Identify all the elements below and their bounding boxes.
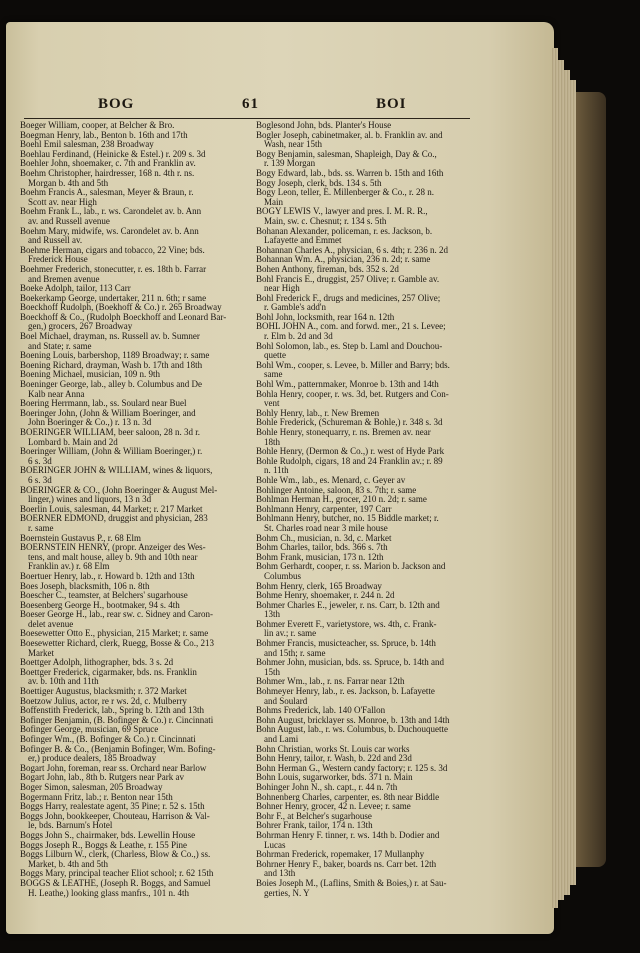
directory-entry-line: 18th xyxy=(264,437,281,447)
directory-entry-line: and 13th xyxy=(264,869,296,879)
directory-entry-line: Bohle Henry, (Dermon & Co.,) r. west of Hyde Park xyxy=(256,447,445,457)
directory-entry-line: Bohner Henry, grocer, 42 n. Levee; r. same xyxy=(256,802,411,812)
directory-entry-line: Bofinger George, musician, 69 Spruce xyxy=(20,725,159,735)
header-rule xyxy=(24,118,470,119)
directory-entry-line: Bohle Rudolph, cigars, 18 and 24 Franklin av.; r. 89 xyxy=(256,456,443,466)
directory-entry-line: Morgan b. 4th and 5th xyxy=(28,178,109,188)
directory-entry-line: r. same xyxy=(28,523,54,533)
directory-entry-line: n. 11th xyxy=(264,466,289,476)
directory-entry-line: Boesewetter Otto E., physician, 215 Market; r. same xyxy=(20,629,209,639)
directory-entry-line: BOGGS & LEATHE, (Joseph R. Boggs, and Samuel xyxy=(20,878,211,888)
directory-entry-line: Bohn Louis, sugarworker, bds. 371 n. Main xyxy=(256,773,413,783)
directory-entry-line: Bogart John, lab., 8th b. Rutgers near Park av xyxy=(20,773,184,783)
directory-entry-line: Bohmer Francis, musicteacher, ss. Spruce, b. 14th xyxy=(256,639,436,649)
directory-entry-line: Bohannan Charles A., physician, 6 s. 4th; r. 236 n. 2d xyxy=(256,245,448,255)
directory-entry-line: Bohm Charles, tailor, bds. 366 s. 7th xyxy=(256,543,388,553)
directory-entry-line: Bohlmann Henry, carpenter, 197 Carr xyxy=(256,504,392,514)
directory-entry-line: Bohl Frederick F., drugs and medicines, 257 Olive; xyxy=(256,293,441,303)
directory-entry-line: Boggs John, bookkeeper, Chouteau, Harrison & Val- xyxy=(20,811,210,821)
directory-entry-line: Bogart John, foreman, rear ss. Orchard near Barlow xyxy=(20,763,207,773)
directory-entry-line: Boeckhoff & Co., (Rudolph Boeckhoff and Leonard Bar- xyxy=(20,312,227,322)
directory-entry-line: Lafayette and Emmet xyxy=(264,236,342,246)
directory-entry-line: Boening Richard, drayman, Wash b. 17th and 18th xyxy=(20,360,203,370)
directory-entry-line: Bohmeyer Henry, lab., r. es. Jackson, b. Lafayette xyxy=(256,687,435,697)
directory-entry-line: Market, b. 4th and 5th xyxy=(28,859,108,869)
directory-entry-line: Main xyxy=(264,197,283,207)
directory-entry-line: er,) produce dealers, 185 Broadway xyxy=(28,754,157,764)
directory-entry-line: H. Leathe,) looking glass manfrs., 101 n. 4th xyxy=(28,888,189,898)
directory-entry-line: Boehm Francis A., salesman, Meyer & Braun, r. xyxy=(20,188,194,198)
directory-entry-line: Boening Louis, barbershop, 1189 Broadway; r. same xyxy=(20,351,210,361)
directory-entry-line: Kalb near Anna xyxy=(28,389,85,399)
directory-entry-line: Bohly Henry, lab., r. New Bremen xyxy=(256,408,380,418)
directory-entry-line: vent xyxy=(264,399,280,409)
directory-entry-line: Boggs Joseph R., Boggs & Leathe, r. 155 Pine xyxy=(20,840,187,850)
directory-entry-line: Boehm Mary, midwife, ws. Carondelet av. b. Ann xyxy=(20,226,199,236)
directory-entry-line: Boettger Adolph, lithographer, bds. 3 s. 2d xyxy=(20,658,174,668)
directory-entry-line: Bohn August, bricklayer ss. Monroe, b. 13th and 14th xyxy=(256,715,450,725)
directory-entry-line: Bohanan Alexander, policeman, r. es. Jackson, b. xyxy=(256,226,433,236)
directory-entry-line: Boehl Emil salesman, 238 Broadway xyxy=(20,140,154,150)
directory-entry-line: Boescher C., teamster, at Belchers' sugarhouse xyxy=(20,591,188,601)
directory-entry-line: Bofinger B. & Co., (Benjamin Bofinger, Wm. Bofing- xyxy=(20,744,216,754)
directory-entry-line: Bohlman Herman H., grocer, 210 n. 2d; r. same xyxy=(256,495,427,505)
directory-entry-line: BOGY LEWIS V., lawyer and pres. I. M. R. R., xyxy=(256,207,428,217)
directory-entry-line: Bogermann Fritz, lab.; r. Benton near 15th xyxy=(20,792,173,802)
directory-entry-line: lin av.; r. same xyxy=(264,629,317,639)
directory-entry-line: Bohme Henry, shoemaker, r. 244 n. 2d xyxy=(256,591,395,601)
directory-entry-line: near High xyxy=(264,284,300,294)
directory-entry-line: Bohn August, lab., r. ws. Columbus, b. Duchouquette xyxy=(256,725,448,735)
directory-entry-line: Bohmer Charles E., jeweler, r. ns. Carr, b. 12th and xyxy=(256,600,440,610)
right-column xyxy=(256,121,480,898)
directory-entry-line: Boeger William, cooper, at Belcher & Bro. xyxy=(20,121,175,130)
directory-entry-line: and Bremen avenue xyxy=(28,274,100,284)
directory-entry-line: Boeninger George, lab., alley b. Columbus and De xyxy=(20,380,203,390)
header-right-guide: BOI xyxy=(376,96,407,112)
directory-entry-line: and 15th; r. same xyxy=(264,648,326,658)
directory-entry-line: Boeser George H., lab., rear sw. c. Sidney and Caron- xyxy=(20,610,213,620)
directory-entry-line: gerties, N. Y xyxy=(264,888,310,898)
directory-entry-line: Boening Michael, musician, 109 n. 9th xyxy=(20,370,160,380)
directory-entry-line: BOERNSTEIN HENRY, (propr. Anzeiger des Wes- xyxy=(20,543,206,553)
directory-entry-line: Franklin av.) r. 68 Elm xyxy=(28,562,110,572)
directory-entry-line: delet avenue xyxy=(28,619,74,629)
directory-entry-line: Bogy Leon, teller, E. Millenberger & Co., r. 28 n. xyxy=(256,188,434,198)
directory-entry-line: Bohmer Everett F., varietystore, ws. 4th, c. Frank- xyxy=(256,619,437,629)
directory-entry-line: Bofinger Benjamin, (B. Bofinger & Co.) r. Cincinnati xyxy=(20,715,214,725)
directory-entry-line: Bohl Francis E., druggist, 257 Olive; r. Gamble av. xyxy=(256,274,440,284)
directory-entry-line: r. Elm b. 2d and 3d xyxy=(264,332,333,342)
directory-entry-line: BOHL JOHN A., com. and forwd. mer., 21 s. Levee; xyxy=(256,322,446,332)
directory-entry-line: Bohrer Frank, tailor, 174 n. 13th xyxy=(256,821,373,831)
directory-entry-line: Boesenberg George H., bootmaker, 94 s. 4th xyxy=(20,600,180,610)
directory-entry-line: Bogler Joseph, cabinetmaker, al. b. Franklin av. and xyxy=(256,130,443,140)
directory-entry-line: Bohm Henry, clerk, 165 Broadway xyxy=(256,581,382,591)
directory-entry-line: Bohrner Henry F., baker, boards ns. Carr bet. 12th xyxy=(256,859,437,869)
directory-entry-line: 6 s. 3d xyxy=(28,475,52,485)
directory-entry-line: Bohle Henry, stonequarry, r. ns. Bremen av. near xyxy=(256,428,431,437)
directory-entry-line: Boernstein Gustavus P., r. 68 Elm xyxy=(20,533,141,543)
directory-entry-line: BOERNER EDMOND, druggist and physician, 283 xyxy=(20,514,208,524)
directory-entry-line: Bohannan Wm. A., physician, 236 n. 2d; r. same xyxy=(256,255,431,265)
directory-entry-line: av. b. 10th and 11th xyxy=(28,677,99,687)
directory-entry-line: Boerlin Louis, salesman, 44 Market; r. 217 Market xyxy=(20,504,203,514)
directory-entry-line: Frederick House xyxy=(28,255,88,265)
directory-entry-line: and Soulard xyxy=(264,696,308,706)
directory-entry-line: Bohms Frederick, lab. 140 O'Fallon xyxy=(256,706,386,716)
directory-entry-line: Boehm Christopher, hairdresser, 168 n. 4th r. ns. xyxy=(20,168,195,178)
directory-entry-line: Bogy Joseph, clerk, bds. 134 s. 5th xyxy=(256,178,382,188)
directory-entry-line: Boetzow Julius, actor, re r ws. 2d, c. Mulberry xyxy=(20,696,187,706)
directory-entry-line: 13th xyxy=(264,610,281,620)
directory-entry-line: same xyxy=(264,370,283,380)
directory-entry-line: gen,) grocers, 267 Broadway xyxy=(28,322,133,332)
directory-entry-line: Lucas xyxy=(264,840,286,850)
directory-entry-line: 15th xyxy=(264,667,281,677)
directory-entry-line: Bogy Benjamin, salesman, Shapleigh, Day & Co., xyxy=(256,149,437,159)
directory-entry-line: 6 s. 3d xyxy=(28,456,52,466)
directory-entry-line: Boettiger Augustus, blacksmith; r. 372 Market xyxy=(20,687,187,697)
directory-entry-line: Boehmer Frederich, stonecutter, r. es. 18th b. Farrar xyxy=(20,264,207,274)
directory-entry-line: Boffenstith Frederick, lab., Spring b. 12th and 13th xyxy=(20,706,205,716)
directory-entry-line: quette xyxy=(264,351,286,361)
left-column xyxy=(20,121,252,898)
directory-entry-line: Boggs Lilburn W., clerk, (Charless, Blow & Co.,) ss. xyxy=(20,850,211,860)
directory-entry-line: BOERINGER WILLIAM, beer saloon, 28 n. 3d r. xyxy=(20,428,201,437)
directory-entry-line: Boehme Herman, cigars and tobacco, 22 Vine; bds. xyxy=(20,245,205,255)
directory-entry-line: Lombard b. Main and 2d xyxy=(28,437,118,447)
directory-entry-line: Bohl Wm., patternmaker, Monroe b. 13th and 14th xyxy=(256,380,439,390)
directory-entry-line: Bohmer Wm., lab., r. ns. Farrar near 12th xyxy=(256,677,405,687)
directory-entry-line: Boekerkamp George, undertaker, 211 n. 6th; r same xyxy=(20,293,207,303)
directory-entry-line: and State; r. same xyxy=(28,341,92,351)
directory-entry-line: Bohle Frederick, (Schureman & Bohle,) r. 348 s. 3d xyxy=(256,418,443,428)
directory-entry-line: Boggs Mary, principal teacher Eliot school; r. 62 15th xyxy=(20,869,214,879)
directory-entry-line: Bohn Herman G., Western candy factory; r. 125 s. 3d xyxy=(256,763,448,773)
directory-entry-line: Bohr F., at Belcher's sugarhouse xyxy=(256,811,372,821)
directory-entry-line: Scott av. near High xyxy=(28,197,97,207)
directory-entry-line: BOERINGER & CO., (John Boeringer & August Mel- xyxy=(20,485,218,495)
directory-entry-line: Bohmer John, musician, bds. ss. Spruce, b. 14th and xyxy=(256,658,444,668)
directory-entry-line: Boehlau Ferdinand, (Heinicke & Estel.) r. 209 s. 3d xyxy=(20,149,206,159)
directory-entry-line: Boeke Adolph, tailor, 113 Carr xyxy=(20,284,131,294)
directory-entry-line: and Lami xyxy=(264,735,299,744)
directory-entry-line: Boies Joseph M., (Laflins, Smith & Boies,) r. at Sau- xyxy=(256,878,447,888)
directory-entry-line: Boettger Frederick, cigarmaker, bds. ns. Franklin xyxy=(20,667,197,677)
directory-entry-line: Boehler John, shoemaker, c. 7th and Franklin av. xyxy=(20,159,196,169)
directory-entry-line: Bohl John, locksmith, rear 164 n. 12th xyxy=(256,312,395,322)
directory-entry-line: Boering Herrmann, lab., ss. Soulard near Buel xyxy=(20,399,187,409)
directory-entry-line: Boesewetter Richard, clerk, Ruegg, Bosse & Co., 213 xyxy=(20,639,214,649)
directory-entry-line: linger,) wines and liquors, 13 n 3d xyxy=(28,495,152,505)
directory-entry-line: Bohm Frank, musician, 173 n. 12th xyxy=(256,552,384,562)
directory-entry-line: Bohm Gerhardt, cooper, r. ss. Marion b. Jackson and xyxy=(256,562,446,572)
directory-entry-line: Boeringer William, (John & William Boeringer,) r. xyxy=(20,447,203,457)
directory-entry-line: Boehm Frank L., lab., r. ws. Carondelet av. b. Ann xyxy=(20,207,202,217)
directory-entry-line: Bohen Anthony, fireman, bds. 352 s. 2d xyxy=(256,264,399,274)
header-left-guide: BOG xyxy=(98,96,135,112)
directory-page xyxy=(6,22,554,934)
directory-entry-line: Bogy Edward, lab., bds. ss. Warren b. 15th and 16th xyxy=(256,168,444,178)
directory-entry-line: Boggs Harry, realestate agent, 35 Pine; r. 52 s. 15th xyxy=(20,802,205,812)
directory-entry-line: Wash, near 15th xyxy=(264,140,323,150)
directory-entry-line: Bohm Ch., musician, n. 3d, c. Market xyxy=(256,533,392,543)
directory-entry-line: Boggs John S., chairmaker, bds. Lewellin House xyxy=(20,830,196,840)
directory-entry-line: Bohla Henry, cooper, r. ws. 3d, bet. Rutgers and Con- xyxy=(256,389,449,399)
directory-entry-line: Bofinger Wm., (B. Bofinger & Co.) r. Cincinnati xyxy=(20,735,196,744)
directory-entry-line: Bohl Solomon, lab., es. Step b. Laml and Douchou- xyxy=(256,341,443,351)
directory-entry-line: Bohinger John N., sh. capt., r. 44 n. 7th xyxy=(256,782,398,792)
directory-entry-line: Bohn Henry, tailor, r. Wash, b. 22d and 23d xyxy=(256,754,412,764)
directory-entry-line: le, bds. Barnum's Hotel xyxy=(28,821,113,831)
directory-entry-line: Boegman Henry, lab., Benton b. 16th and 17th xyxy=(20,130,188,140)
directory-entry-line: av. and Russell avenue xyxy=(28,216,110,226)
directory-entry-line: and Russell av. xyxy=(28,236,83,246)
directory-entry-line: Bohnenberg Charles, carpenter, es. 8th near Biddle xyxy=(256,792,440,802)
directory-entry-line: Bohle Wm., lab., es. Menard, c. Geyer av xyxy=(256,475,406,485)
directory-entry-line: r. 139 Morgan xyxy=(264,159,316,169)
directory-entry-line: Bohl Wm., cooper, s. Levee, b. Miller and Barry; bds. xyxy=(256,360,450,370)
directory-entry-line: Bohlmann Henry, butcher, no. 15 Biddle market; r. xyxy=(256,514,439,524)
directory-entry-line: BOERINGER JOHN & WILLIAM, wines & liquors, xyxy=(20,466,213,476)
directory-entry-line: tens, and malt house, alley b. 9th and 10th near xyxy=(28,552,198,562)
directory-entry-line: Main, sw. c. Chesnut; r. 134 s. 5th xyxy=(264,216,387,226)
page-number: 61 xyxy=(242,96,259,112)
directory-entry-line: Boger Simon, salesman, 205 Broadway xyxy=(20,782,163,792)
directory-entry-line: Boeringer John, (John & William Boeringer, and xyxy=(20,408,196,418)
directory-entry-line: Boes Joseph, blacksmith, 106 n. 8th xyxy=(20,581,150,591)
directory-entry-line: John Boeringer & Co.,) r. 13 n. 3d xyxy=(28,418,152,428)
directory-entry-line: Boel Michael, drayman, ns. Russell av. b. Sumner xyxy=(20,332,200,342)
directory-entry-line: Bohlinger Antoine, saloon, 83 s. 7th; r. same xyxy=(256,485,417,495)
directory-entry-line: Bohrman Henry F. tinner, r. ws. 14th b. Dodier and xyxy=(256,830,440,840)
book-spine xyxy=(576,92,606,867)
directory-entry-line: Boeckhoff Rudolph, (Boekhoff & Co.) r. 265 Broadway xyxy=(20,303,222,313)
directory-entry-line: Bohrman Frederick, ropemaker, 17 Mullanphy xyxy=(256,850,425,860)
directory-entry-line: St. Charles road near 3 mile house xyxy=(264,523,388,533)
directory-entry-line: Columbus xyxy=(264,571,302,581)
directory-entry-line: Boglesond John, bds. Planter's House xyxy=(256,121,392,130)
directory-entry-line: Boertuer Henry, lab., r. Howard b. 12th and 13th xyxy=(20,571,195,581)
directory-entry-line: Bohn Christian, works St. Louis car works xyxy=(256,744,410,754)
directory-entry-line: r. Gamble's add'n xyxy=(264,303,326,313)
directory-entry-line: Market xyxy=(28,648,54,658)
